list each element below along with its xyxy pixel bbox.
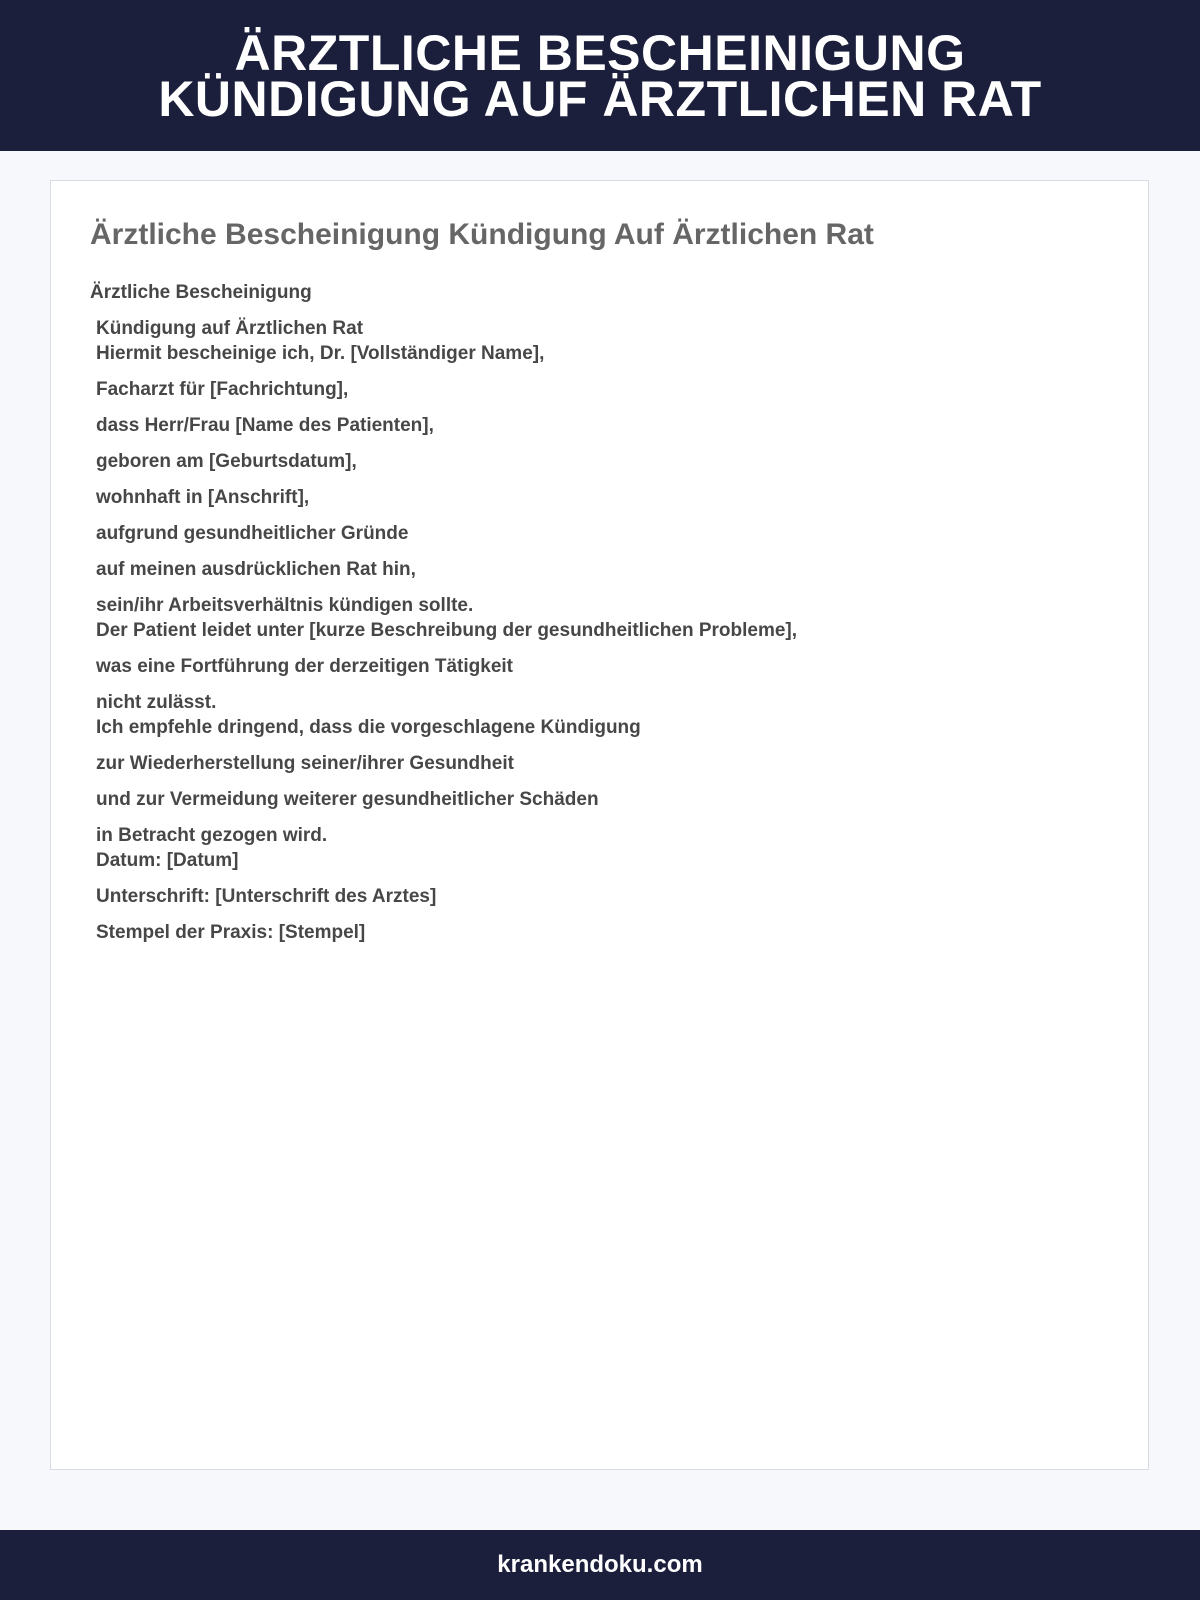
- document-subtitle: Ärztliche Bescheinigung: [90, 282, 312, 303]
- document-line: dass Herr/Frau [Name des Patienten],: [96, 415, 434, 436]
- document-line: zur Wiederherstellung seiner/ihrer Gesundheit: [96, 753, 514, 774]
- document-body: [96, 316, 1096, 956]
- document-paragraph: [96, 823, 1096, 873]
- document-card: [50, 180, 1149, 1470]
- document-line: wohnhaft in [Anschrift],: [96, 487, 310, 508]
- header-title-line-1: ÄRZTLICHE BESCHEINIGUNG: [234, 24, 966, 81]
- document-line: Unterschrift: [Unterschrift des Arztes]: [96, 886, 437, 907]
- document-paragraph: [96, 787, 1096, 812]
- document-line: in Betracht gezogen wird.: [96, 825, 328, 846]
- document-paragraph: [96, 557, 1096, 582]
- document-line: Facharzt für [Fachrichtung],: [96, 379, 349, 400]
- page-footer: [0, 1530, 1200, 1600]
- document-line: Datum: [Datum]: [96, 850, 239, 871]
- header-title-line-2: KÜNDIGUNG AUF ÄRZTLICHEN RAT: [158, 70, 1042, 127]
- document-paragraph: [96, 413, 1096, 438]
- document-paragraph: [96, 920, 1096, 945]
- document-line: Ich empfehle dringend, dass die vorgeschlagene Kündigung: [96, 717, 641, 738]
- document-line: aufgrund gesundheitlicher Gründe: [96, 523, 409, 544]
- document-paragraph: [96, 316, 1096, 366]
- document-paragraph: [96, 521, 1096, 546]
- document-paragraph: [96, 485, 1096, 510]
- page-header: [0, 0, 1200, 151]
- document-paragraph: [96, 751, 1096, 776]
- document-paragraph: [96, 884, 1096, 909]
- document-paragraph: [96, 593, 1096, 643]
- document-line: und zur Vermeidung weiterer gesundheitlicher Schäden: [96, 789, 599, 810]
- document-paragraph: [96, 654, 1096, 679]
- document-paragraph: [96, 449, 1096, 474]
- document-line: Stempel der Praxis: [Stempel]: [96, 922, 366, 943]
- document-line: auf meinen ausdrücklichen Rat hin,: [96, 559, 416, 580]
- document-line: geboren am [Geburtsdatum],: [96, 451, 357, 472]
- document-line: Kündigung auf Ärztlichen Rat: [96, 318, 364, 339]
- document-paragraph: [96, 377, 1096, 402]
- document-line: was eine Fortführung der derzeitigen Tätigkeit: [96, 656, 513, 677]
- footer-site-name: krankendoku.com: [497, 1551, 703, 1578]
- document-line: nicht zulässt.: [96, 692, 217, 713]
- document-title: Ärztliche Bescheinigung Kündigung Auf Ärztlichen Rat: [90, 218, 874, 251]
- document-line: Hiermit bescheinige ich, Dr. [Vollständiger Name],: [96, 343, 545, 364]
- document-paragraph: [96, 690, 1096, 740]
- document-line: Der Patient leidet unter [kurze Beschreibung der gesundheitlichen Probleme],: [96, 620, 798, 641]
- document-line: sein/ihr Arbeitsverhältnis kündigen sollte.: [96, 595, 474, 616]
